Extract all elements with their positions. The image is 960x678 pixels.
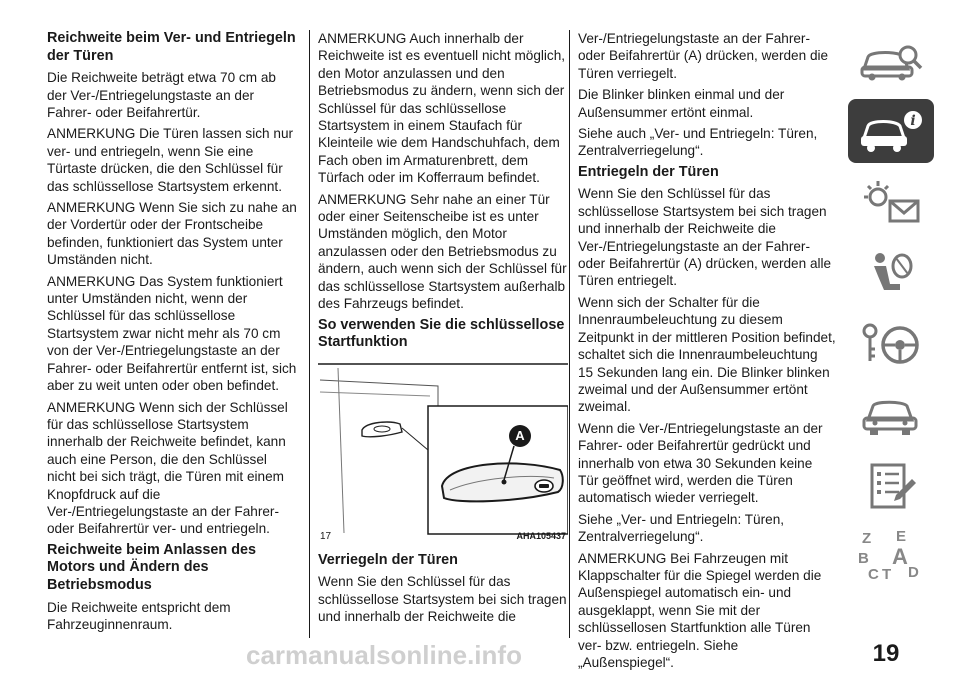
door-handle-figure [318,358,568,546]
heading-keyless-start-usage: So verwenden Sie die schlüssellose Startfunktion [318,316,565,351]
tab-car-service[interactable] [848,383,934,447]
note-paragraph: ANMERKUNG Die Türen lassen sich nur ver- und entriegeln, wenn Sie eine Türtaste drücken, die den Schlüssel für das schlüssellose Startsystem erkennt. [47,126,294,194]
index-letters-icon [856,530,926,584]
paragraph: Ver-/Entriegelungstaste an der Fahrer- oder Beifahrertür (A) drücken, werden die Türen verriegelt. [578,31,829,81]
checklist-icon [856,461,926,511]
heading-range-locking: Reichweite beim Ver- und Entriegeln der Türen [47,30,296,64]
paragraph: Die Blinker blinken einmal und der Außensummer ertönt einmal. [578,87,785,120]
note-paragraph: ANMERKUNG Wenn sich der Schlüssel für das schlüssellose Startsystem innerhalb der Reichweite befindet, kann auch eine Person, die den Schlüssel nicht bei sich trägt, die Türen mit einem Knopfdruck auf die Ver-/Entriegelungstaste an der Fahrer- oder Beifahrertür ver- und entriegeln. [47,399,288,537]
callout-label: A [515,427,525,443]
paragraph: Die Reichweite beträgt etwa 70 cm ab der Ver-/Entriegelungstaste an der Fahrer- oder Beifahrertür. [47,70,276,120]
heading-range-engine-start: Reichweite beim Anlassen des Motors und Ändern des Betriebsmodus [47,541,257,593]
key-steering-wheel-icon [856,319,926,369]
column-divider [309,30,310,638]
heading-locking-doors: Verriegeln der Türen [318,551,458,568]
paragraph: Die Reichweite entspricht dem Fahrzeuginnenraum. [47,599,231,632]
column-1 [47,30,299,637]
airbag-seat-icon [856,248,926,298]
heading-unlocking-doors: Entriegeln der Türen [578,163,719,180]
index-letter: C [868,566,879,583]
index-letter: E [896,528,907,545]
tab-checklist[interactable] [848,454,934,518]
cross-reference: Siehe auch „Ver- und Entriegeln: Türen, Zentralverriegelung“. [578,126,818,159]
note-paragraph: ANMERKUNG Auch innerhalb der Reichweite ist es eventuell nicht möglich, den Motor anzulassen und den Betriebsmodus zu ändern, wenn sich der Schlüssel für das schlüssellose Startsystem in einem Staufach für Kleinteile wie dem Handschuhfach, dem Fach oben im Armaturenbrett, dem Türfach oder im Kofferraum befindet. [318,31,566,186]
chapter-sidebar [848,28,944,596]
paragraph: Wenn sich der Schalter für die Innenraumbeleuchtung zu diesem Zeitpunkt in der mittleren Position befindet, schaltet sich die Innenraumbeleuchtung 15 Sekunden lang ein. Die Blinker blinken zweimal und der Außensummer ertönt zweimal. [578,294,836,415]
note-paragraph: ANMERKUNG Bei Fahrzeugen mit Klappschalter für die Spiegel werden die Außenspiegel automatisch ein- und ausgeklappt, wenn Sie mit der schlüssellosen Startfunktion alle Türen ver- bzw. entriegeln. Siehe „Außenspiegel“. [578,550,822,670]
paragraph: Wenn Sie den Schlüssel für das schlüssellose Startsystem bei sich tragen und innerhalb der Reichweite die [318,574,567,625]
tab-car-magnifier[interactable] [848,28,934,92]
note-paragraph: ANMERKUNG Wenn Sie sich zu nahe an der Vordertür oder der Frontscheibe befinden, funktioniert das System unter Umständen nicht. [47,200,297,268]
index-letter: D [908,564,919,581]
index-letter: T [882,566,892,583]
tab-warning-lights[interactable] [848,170,934,234]
note-paragraph: ANMERKUNG Das System funktioniert unter Umständen nicht, wenn der Schlüssel für das schlüssellose Startsystem zwar nicht mehr als 70 cm von der Ver-/Entriegelungstaste an der Fahrer- oder Beifahrertür entfernt ist, sich aber zu weit unten oder oben befindet. [47,273,297,394]
page-number: 19 [872,640,900,667]
warning-lights-mail-icon [856,177,926,227]
car-service-icon [856,390,926,440]
tab-key-steering-wheel[interactable] [848,312,934,376]
svg-text:i: i [910,113,916,129]
tab-index[interactable] [848,525,934,589]
column-2 [318,30,570,630]
index-letter: B [858,550,869,567]
car-info-icon [856,106,926,156]
index-letter: Z [862,530,872,547]
tab-airbag-seat[interactable] [848,241,934,305]
index-letter: A [892,544,908,569]
figure-number: 17 [320,531,332,543]
cross-reference: Siehe „Ver- und Entriegeln: Türen, Zentralverriegelung“. [578,511,785,545]
watermark: carmanualsonline.info [246,640,522,670]
tab-car-info[interactable] [848,99,934,163]
column-divider [569,30,570,638]
door-handle-illustration [318,358,568,546]
figure-code: AHA105437 [516,531,566,542]
car-magnifier-icon [856,35,926,85]
note-paragraph: ANMERKUNG Sehr nahe an einer Tür oder einer Seitenscheibe ist es unter Umständen möglich, den Motor anzulassen oder den Betriebsmodus zu ändern, auch wenn sich der Schlüssel für das schlüssellose Startsystem außerhalb des Fahrzeugs befindet. [318,191,567,312]
paragraph: Wenn die Ver-/Entriegelungstaste an der Fahrer- oder Beifahrertür gedrückt und innerhalb von etwa 30 Sekunden keine Tür geöffnet wird, werden die Türen automatisch wieder verriegelt. [578,420,823,506]
column-3 [578,30,836,675]
paragraph: Wenn Sie den Schlüssel für das schlüssellose Startsystem bei sich tragen und innerhalb der Reichweite die Ver-/Entriegelungstaste an der Fahrer- oder Beifahrertür (A) drücken, werden alle Türen entriegelt. [578,186,832,289]
